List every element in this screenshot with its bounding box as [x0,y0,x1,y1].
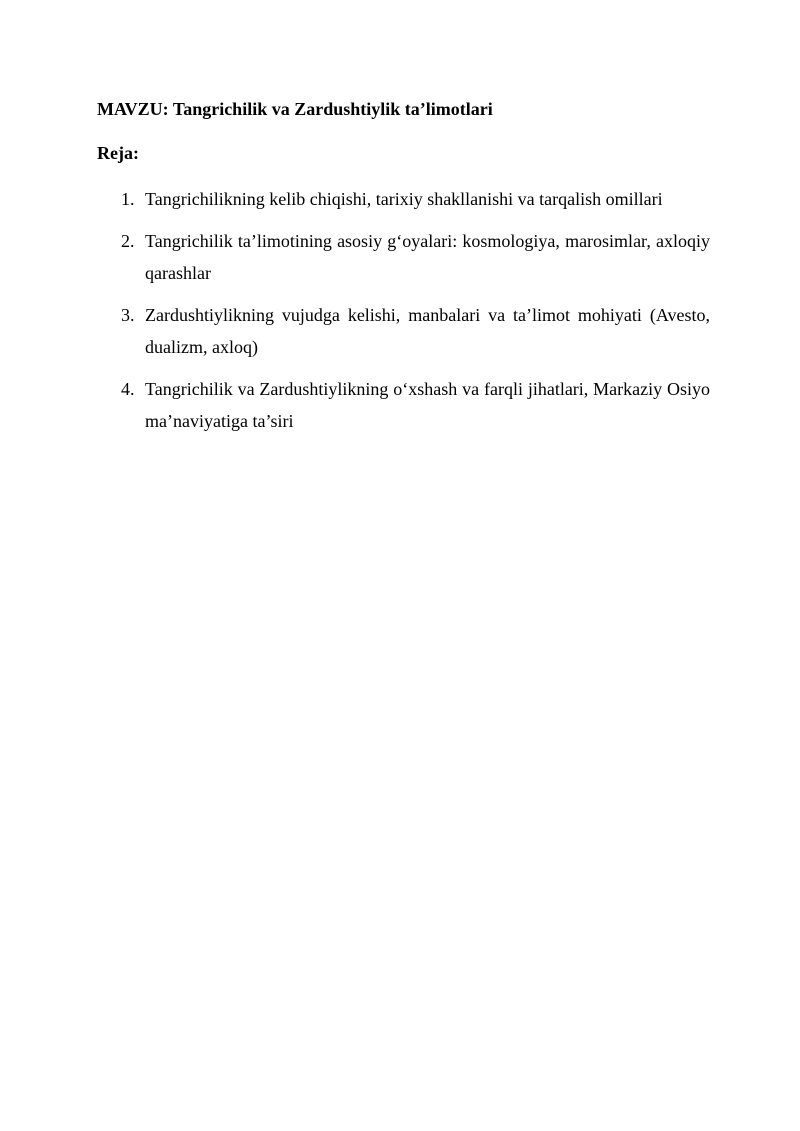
plan-list [0,183,800,447]
plan-heading: Reja: [97,143,139,163]
plan-item-4 [0,373,800,437]
plan-item-1 [0,183,800,215]
plan-item-2 [0,225,800,289]
plan-item-number: 2. [121,231,135,251]
plan-item-text: Tangrichilik ta’limotining asosiy g‘oyalari: kosmologiya, marosimlar, axloqiy qarashlar [145,231,710,283]
plan-item-number: 4. [121,379,135,399]
document-title: MAVZU: Tangrichilik va Zardushtiylik ta’limotlari [97,99,493,119]
plan-item-3 [0,299,800,363]
plan-item-text: Zardushtiylikning vujudga kelishi, manbalari va ta’limot mohiyati (Avesto, dualizm, axloq) [145,305,710,357]
plan-item-number: 3. [121,305,135,325]
plan-item-text: Tangrichilikning kelib chiqishi, tarixiy shakllanishi va tarqalish omillari [145,189,663,209]
plan-item-number: 1. [121,189,135,209]
plan-item-text: Tangrichilik va Zardushtiylikning o‘xshash va farqli jihatlari, Markaziy Osiyo ma’naviyatiga ta’siri [145,379,710,431]
